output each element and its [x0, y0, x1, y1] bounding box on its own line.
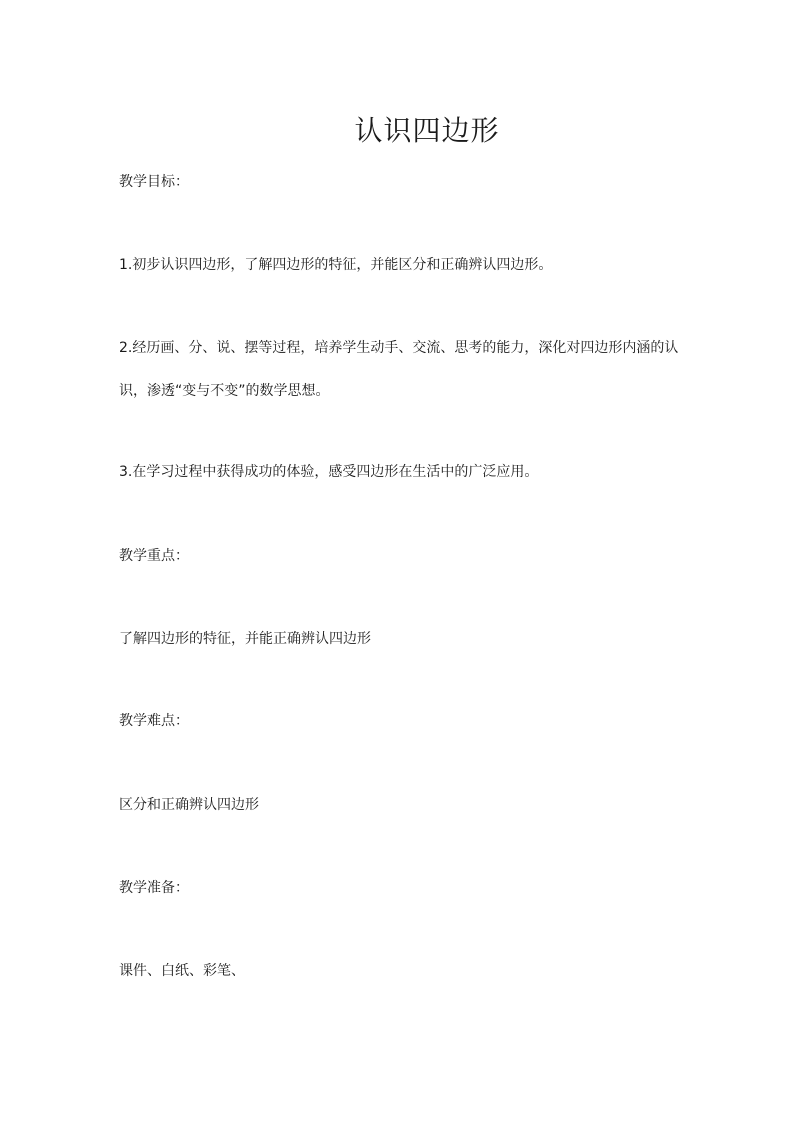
preparation-heading: 教学准备：	[119, 880, 189, 896]
objective-item-1: 1.初步认识四边形，了解四边形的特征，并能区分和正确辨认四边形。	[119, 257, 553, 273]
preparation-text: 课件、白纸、彩笔、	[119, 963, 245, 979]
objectives-heading: 教学目标：	[119, 174, 189, 190]
objective-item-3: 3.在学习过程中获得成功的体验，感受四边形在生活中的广泛应用。	[119, 464, 539, 480]
difficulty-text: 区分和正确辨认四边形	[119, 797, 259, 813]
key-point-heading: 教学重点：	[119, 548, 189, 564]
key-point-text: 了解四边形的特征，并能正确辨认四边形	[119, 631, 371, 647]
difficulty-heading: 教学难点：	[119, 713, 189, 729]
objective-item-2: 2.经历画、分、说、摆等过程，培养学生动手、交流、思考的能力，深化对四边形内涵的认识，渗透“变与不变”的数学思想。	[119, 340, 679, 399]
document-title: 认识四边形	[354, 114, 500, 147]
